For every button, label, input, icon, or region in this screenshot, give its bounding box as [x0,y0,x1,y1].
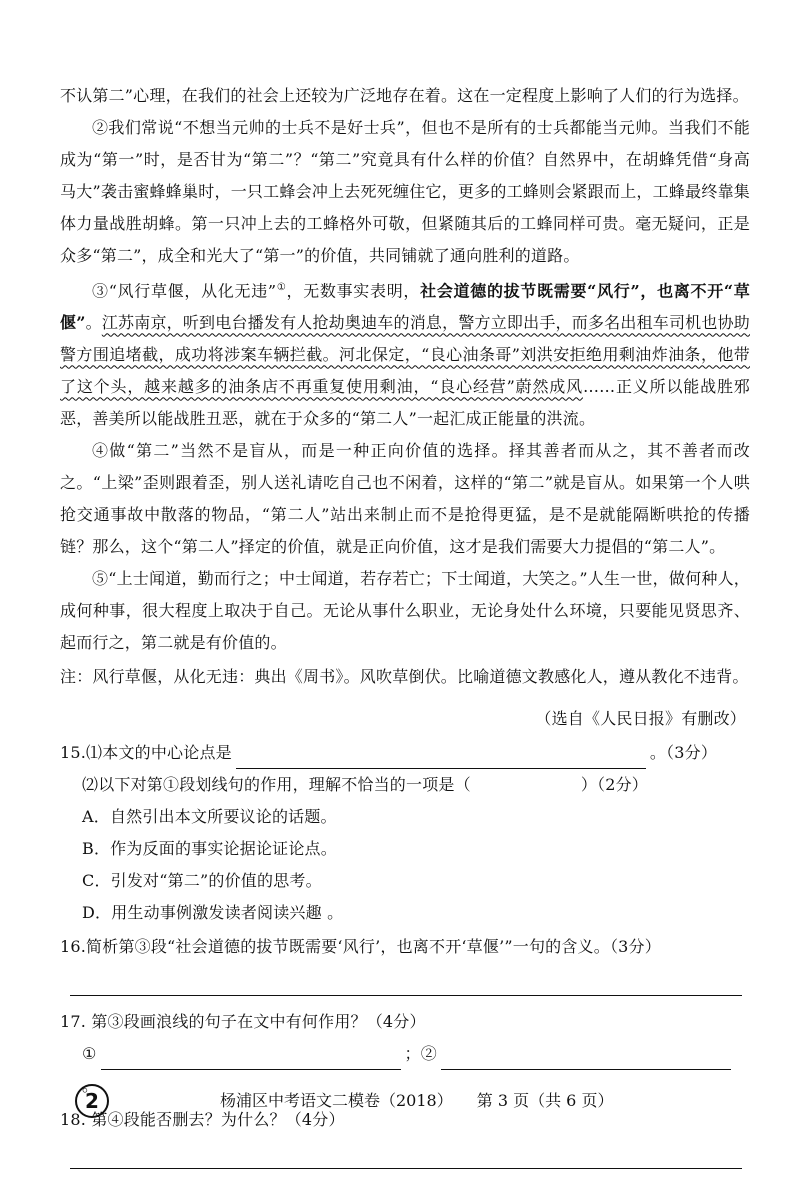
source-citation: （选自《人民日报》有删改） [535,709,746,729]
paragraph-3-period: 。 [85,313,102,333]
paragraph-3-key-sentence: 社会道德的拔节既需要“风行”，也离不开“草偃” [60,281,751,333]
footnote-marker: ① [276,282,287,293]
paragraph-3-wavy-sentence: 江苏南京，听到电台播发有人抢劫奥迪车的消息，警方立即出手，而多名出租车司机也协助警方围追堵截，成功将涉案车辆拦截。河北保定，“良心油条哥”刘洪安拒绝用剩油炸油条，他带了这个头，越来越多的油条店不再重复使用剩油，“良心经营”蔚然成风 [60,313,750,397]
footer-text [220,1088,613,1111]
paragraph-3-conclusion: ……正义所以能战胜邪恶，善美所以能战胜丑恶，就在于众多的“第二人”一起汇成正能量的洪流。 [60,377,750,429]
answer-line-16[interactable] [70,969,742,996]
question-15-2-score: ）（2分） [580,775,648,795]
question-16: 16.简析第③段“社会道德的拔节既需要‘风行’，也离不开‘草偃’”一句的含义。（3分） [60,937,661,957]
footnote: 注：风行草偃，从化无违：典出《周书》。风吹草倒伏。比喻道德文教感化人，遵从教化不违背。 [60,667,749,687]
paragraph-3 [60,272,750,435]
answer-blank-15-1[interactable] [236,748,646,769]
question-15-2-options [60,801,750,929]
question-15-1-text: 15.⑴本文的中心论点是 [60,743,232,763]
page-badge: 2 [75,1084,109,1118]
page-footer [60,1082,750,1122]
option-b: B．作为反面的事实论据论证论点。 [82,839,337,859]
exam-content [60,80,750,1179]
answer-blank-17-2[interactable] [441,1049,731,1070]
paragraph-3-text: ，无数事实表明， [286,281,421,301]
paragraph-2: ②我们常说“不想当元帅的士兵不是好士兵”，但也不是所有的士兵都能当元帅。当我们不能成为“第一”时，是否甘为“第二”？“第二”究竟具有什么样的价值？自然界中，在胡蜂凭借“身高马大”袭击蜜蜂蜂巢时，一只工蜂会冲上去死死缠住它，更多的工蜂则会紧跟而上，工蜂最终靠集体力量战胜胡蜂。第一只冲上去的工蜂格外可敬，但紧随其后的工蜂同样可贵。毫无疑问，正是众多“第二”，成全和光大了“第一”的价值，共同铺就了通向胜利的道路。 [60,118,750,265]
paragraph-3-quote: ③“风行草偃，从化无违” [92,281,277,301]
paragraph-5: ⑤“上士闻道，勤而行之；中士闻道，若存若亡；下士闻道，大笑之。”人生一世，做何种人，成何种事，很大程度上取决于自己。无论从事什么职业，无论身处什么环境，只要能见贤思齐、起而行之，第二就是有价值的。 [60,569,750,653]
question-15-2 [60,769,750,801]
answer-label-17-1: ① [82,1044,97,1064]
question-18: 18. 第④段能否删去？为什么？（4分） [60,1110,345,1130]
exam-title: 杨浦区中考语文二模卷（2018） [220,1091,453,1110]
paragraph-4: ④做“第二”当然不是盲从，而是一种正向价值的选择。择其善者而从之，其不善者而改之。“上梁”歪则跟着歪，别人送礼请吃自己也不闲着，这样的“第二”就是盲从。如果第一个人哄抢交通事故中散落的物品，“第二人”站出来制止而不是抢得更猛，是不是就能隔断哄抢的传播链？那么，这个“第二人”择定的价值，就是正向价值，这才是我们需要大力提倡的“第二人”。 [60,441,750,557]
question-17: 17. 第③段画浪线的句子在文中有何作用？（4分） [60,1012,426,1032]
question-15-2-text: ⑵以下对第①段划线句的作用，理解不恰当的一项是（ [82,775,471,795]
page-number: 第 3 页（共 6 页） [476,1091,614,1110]
question-15-1-score: 。（3分） [649,743,718,763]
answer-label-17-2: ② [420,1044,437,1064]
option-a: A．自然引出本文所要议论的话题。 [82,807,337,827]
paragraph-1-end: 不认第二”心理，在我们的社会上还较为广泛地存在着。这在一定程度上影响了人们的行为选择。 [60,86,749,105]
option-d: D．用生动事例激发读者阅读兴趣 。 [82,903,344,923]
answer-line-18[interactable] [70,1142,742,1169]
answer-blank-17-1[interactable] [101,1049,401,1070]
option-c: C．引发对“第二”的价值的思考。 [82,871,322,891]
answer-separator-17: ； [404,1044,421,1064]
answer-end-17: 。 [82,1076,99,1096]
question-15-1 [60,737,750,769]
